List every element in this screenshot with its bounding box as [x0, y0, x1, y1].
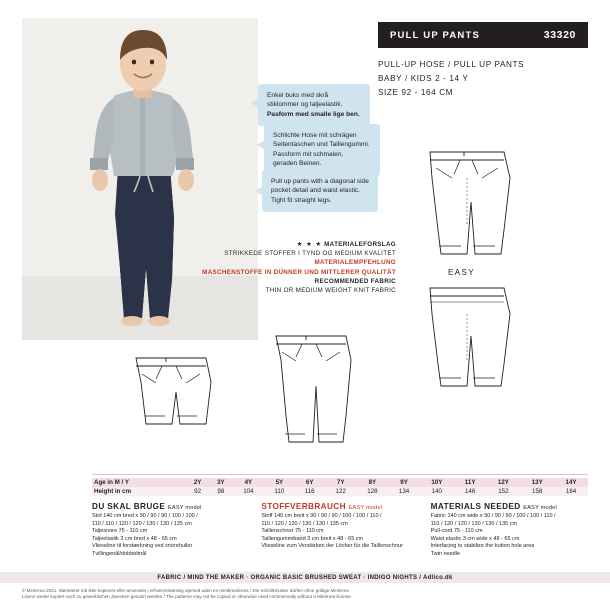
- age-cell: 10Y: [431, 479, 443, 486]
- height-cell: 122: [335, 488, 346, 495]
- col-da-title: DU SKAL BRUGE: [92, 502, 166, 511]
- col-da-line-2: 110 / 110 / 120 / 120 / 130 / 130 / 135 cm: [92, 520, 192, 527]
- fabric-heading-da: MATERIALEFORSLAG: [324, 241, 396, 248]
- col-de-line-2: 110 / 120 / 120 / 130 / 130 / 135 cm: [261, 520, 348, 527]
- size-table: [92, 478, 588, 496]
- col-da-line-3: Taljesnore 75 - 110 cm: [92, 528, 148, 535]
- bubble-da-line1: Enkel buks med skrå: [267, 92, 329, 99]
- bubble-english: [262, 170, 378, 212]
- age-cell: 11Y: [464, 479, 476, 486]
- col-da-line-4: Taljeelastik 3 cm bred x 48 - 65 cm: [92, 535, 177, 542]
- height-cell: 134: [398, 488, 410, 495]
- col-en-line-4: Waist elastic 3 cm wide x 48 - 65 cm: [430, 535, 520, 542]
- column-english: [431, 502, 588, 559]
- difficulty-stars: ★ ★ ★: [296, 241, 323, 248]
- bubble-en-line1: Pull up pants with a diagonal side: [271, 178, 369, 185]
- height-cell: 98: [217, 488, 225, 495]
- col-da-line-1: Stof 140 cm bred x 90 / 90 / 90 / 100 / 100 /: [92, 513, 198, 519]
- fabric-text-en: THIN OR MEDIUM WEIGHT KNIT FABRIC: [265, 287, 396, 295]
- bubble-german: [264, 124, 380, 176]
- column-german: [261, 502, 418, 559]
- legal-notice: [22, 588, 588, 601]
- fabric-text-da: STRIKKEDE STOFFER I TYND OG MEDIUM KVALITET: [224, 250, 396, 258]
- column-danish: [92, 502, 249, 559]
- height-cell: 164: [565, 488, 577, 495]
- header-description: [378, 58, 598, 100]
- bubble-da-line2: stiklommer og taljeelastik.: [267, 101, 343, 109]
- pattern-badge: [378, 22, 588, 48]
- age-cell: 12Y: [497, 479, 509, 486]
- fabric-text-de: MASCHENSTOFFE IN DÜNNER UND MITTLERER QUALITÄT: [202, 268, 396, 276]
- col-de-subtitle: EASY model: [348, 505, 383, 511]
- age-cell: 7Y: [336, 479, 345, 486]
- age-cell: 14Y: [565, 479, 577, 486]
- materials-columns: [92, 502, 588, 559]
- fabric-credit-text: FABRIC / MIND THE MAKER · ORGANIC BASIC BRUSHED SWEAT · INDIGO NIGHTS / Adlico.dk: [157, 574, 453, 581]
- bubble-de-line3: Passform mit schmalen,: [273, 150, 344, 158]
- legal-line-2: Lizenz weder kopiert noch zu gewerblichen Zwecken genutzt werden / The patterns may not be copied or otherwise used commercially without a MiniKrea license: [22, 594, 351, 600]
- col-de-line-5: Vlieseline zum Verstärken der Löcher für die Taillenschnur: [261, 543, 403, 550]
- row-label-height: Height in cm: [94, 488, 132, 495]
- height-cell: 146: [464, 488, 476, 495]
- col-en-subtitle: EASY model: [523, 505, 557, 511]
- bubble-de-line4: geraden Beinen.: [273, 160, 322, 168]
- age-cell: 5Y: [275, 479, 284, 486]
- legal-line-1: © MiniKrea 2021. Mønsteret må ikke kopieres eller anvendes i erhvervsmæssig øjemed uden en minikrealicens / Die Schnittmuster dürfen ohne gültige MiniKrea: [22, 588, 349, 593]
- table-divider: [92, 474, 588, 475]
- col-en-line-2: 110 / 120 / 120 / 130 / 130 / 135 cm: [430, 520, 518, 527]
- height-cell: 128: [367, 488, 378, 495]
- header-line-3: SIZE 92 - 164 CM: [378, 88, 454, 97]
- age-cell: 6Y: [305, 479, 314, 486]
- badge-title: PULL UP PANTS: [390, 29, 481, 41]
- col-de-title: STOFFVERBRAUCH: [261, 502, 346, 511]
- col-da-line-6: Tvillingenål/dobbeltnål: [92, 550, 147, 557]
- col-da-subtitle: EASY model: [167, 505, 202, 511]
- col-de-line-1: Stoff 140 cm breit x 90 / 90 / 90 / 100 / 100 / 110 /: [261, 513, 382, 519]
- fabric-heading-de: MATERIALEMPFEHLUNG: [314, 259, 396, 267]
- tech-drawing-long-pants-small: [258, 330, 364, 459]
- col-en-line-5: Interfacing to stabilize the button hole area: [430, 543, 535, 550]
- age-cell: 13Y: [531, 479, 543, 486]
- height-cell: 158: [532, 488, 543, 495]
- tech-drawing-long-pants-front: [402, 146, 532, 269]
- tech-label-easy: EASY: [448, 268, 475, 277]
- header-line-2: BABY / KIDS 2 - 14 Y: [378, 74, 469, 83]
- bubble-da-line3: Pasform med smalle lige ben.: [267, 110, 360, 118]
- row-label-age: Age in M / Y: [94, 479, 129, 486]
- col-en-line-3: Pull-cord 75 - 110 cm: [430, 528, 483, 535]
- height-cell: 152: [498, 488, 509, 495]
- fabric-suggestion: [200, 240, 396, 295]
- col-da-line-5: Vlieseline til forstærkning ved snorehuller: [92, 543, 193, 550]
- table-row-heights: [92, 487, 588, 496]
- bubble-de-line1: Schlichte Hose mit schrägen: [273, 132, 357, 139]
- col-en-line-6: Twin needle: [430, 550, 461, 557]
- height-cell: 116: [304, 488, 315, 495]
- bubble-en-line2: pocket detail and waist elastic.: [271, 187, 361, 195]
- tech-drawing-shorts: [118, 352, 224, 457]
- fabric-heading-en: RECOMMENDED FABRIC: [314, 277, 396, 285]
- col-de-line-4: Taillengummiband 3 cm breit x 48 - 65 cm: [261, 535, 364, 542]
- age-cell: 2Y: [193, 479, 202, 486]
- height-cell: 110: [274, 488, 285, 495]
- bubble-de-line2: Seitentaschen und Taillengummi.: [273, 141, 370, 149]
- height-cell: 92: [194, 488, 202, 495]
- age-cell: 8Y: [368, 479, 377, 486]
- height-cell: 104: [243, 488, 254, 495]
- age-cell: 9Y: [400, 479, 408, 486]
- col-de-line-3: Taillenschnur 75 - 110 cm: [261, 528, 324, 535]
- col-en-title: MATERIALS NEEDED: [430, 502, 521, 511]
- age-cell: 4Y: [244, 479, 253, 486]
- bubble-danish: [258, 84, 370, 126]
- height-cell: 140: [431, 488, 442, 495]
- badge-number: 33320: [543, 29, 576, 41]
- bubble-en-line3: Tight fit straight legs.: [271, 196, 332, 204]
- age-cell: 3Y: [217, 479, 225, 486]
- fabric-credit-bar: [0, 572, 610, 583]
- table-row-ages: [92, 478, 588, 487]
- col-en-line-1: Fabric 140 cm wide x 90 / 90 / 90 / 100 / 100 / 110 /: [430, 513, 556, 519]
- tech-drawing-long-pants-back: [402, 282, 532, 399]
- header-line-1: PULL-UP HOSE / PULL UP PANTS: [378, 60, 525, 69]
